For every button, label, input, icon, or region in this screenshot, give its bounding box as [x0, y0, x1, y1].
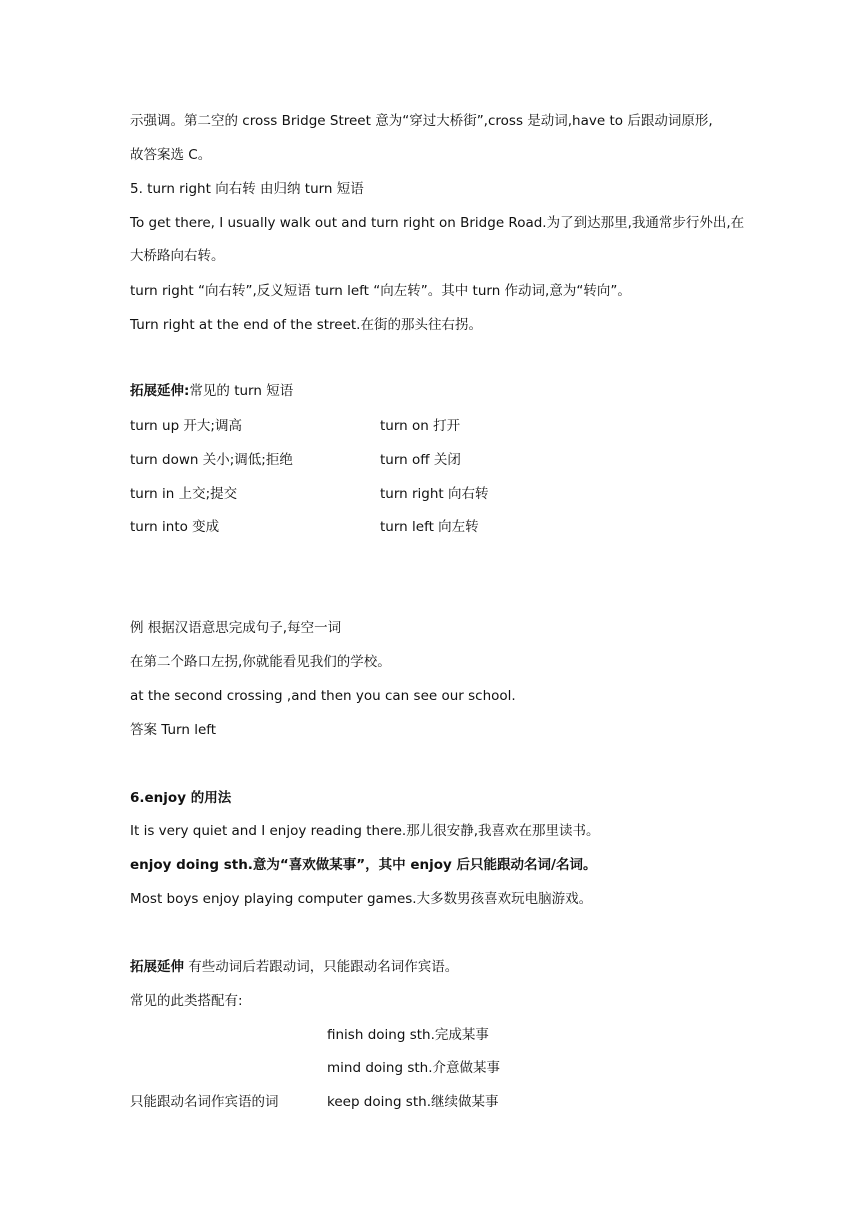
gerund-phrase: mind doing sth.介意做某事 [327, 1060, 500, 1076]
side-label: 只能跟动名词作宾语的词 [130, 1094, 279, 1110]
expand-text: 常见的 turn 短语 [189, 383, 294, 399]
example-sentence: To get there, I usually walk out and turn right on Bridge Road.为了到达那里,我通常步行外出,在 [130, 215, 745, 231]
example-answer: 答案 Turn left [130, 722, 217, 738]
phrase-left: turn into 变成 [130, 519, 220, 535]
paragraph-line: 故答案选 C。 [130, 147, 212, 163]
item-5-heading: 5. turn right 向右转 由归纳 turn 短语 [130, 181, 364, 197]
example-sentence: Most boys enjoy playing computer games.大多数男孩喜欢玩电脑游戏。 [130, 891, 593, 907]
phrase-left: turn up 开大;调高 [130, 418, 242, 434]
phrase-row [130, 416, 461, 436]
expand-text: 有些动词后若跟动词，只能跟动名词作宾语。 [184, 959, 459, 975]
phrase-right: turn left 向左转 [380, 519, 479, 535]
expand-heading [130, 957, 458, 977]
phrase-row [130, 450, 461, 470]
example-sentence: 大桥路向右转。 [130, 248, 225, 264]
example-chinese: 在第二个路口左拐,你就能看见我们的学校。 [130, 654, 391, 670]
phrase-right: turn off 关闭 [380, 452, 461, 468]
expand-label: 拓展延伸 [130, 959, 184, 975]
phrase-right: turn right 向右转 [380, 486, 489, 502]
paragraph-line: 示强调。第二空的 cross Bridge Street 意为“穿过大桥街”,cross 是动词,have to 后跟动词原形, [130, 113, 713, 129]
phrase-right: turn on 打开 [380, 418, 461, 434]
example-sentence: Turn right at the end of the street.在街的那头往右拐。 [130, 317, 482, 333]
expand-label: 拓展延伸: [130, 383, 190, 399]
phrase-row [130, 517, 479, 537]
example-prompt: 例 根据汉语意思完成句子,每空一词 [130, 620, 342, 636]
common-list-intro: 常见的此类搭配有: [130, 993, 243, 1009]
expand-heading [130, 381, 293, 401]
example-english: at the second crossing ,and then you can see our school. [130, 688, 516, 704]
usage-note: turn right “向右转”,反义短语 turn left “向左转”。其中 turn 作动词,意为“转向”。 [130, 283, 631, 299]
phrase-left: turn down 关小;调低;拒绝 [130, 452, 293, 468]
phrase-row [130, 484, 489, 504]
item-6-heading: 6.enjoy 的用法 [130, 790, 232, 806]
gerund-phrase: finish doing sth.完成某事 [327, 1027, 489, 1043]
usage-rule: enjoy doing sth.意为“喜欢做某事”，其中 enjoy 后只能跟动名词/名词。 [130, 857, 597, 873]
gerund-phrase: keep doing sth.继续做某事 [327, 1094, 499, 1110]
example-sentence: It is very quiet and I enjoy reading there.那儿很安静,我喜欢在那里读书。 [130, 823, 600, 839]
phrase-left: turn in 上交;提交 [130, 486, 238, 502]
